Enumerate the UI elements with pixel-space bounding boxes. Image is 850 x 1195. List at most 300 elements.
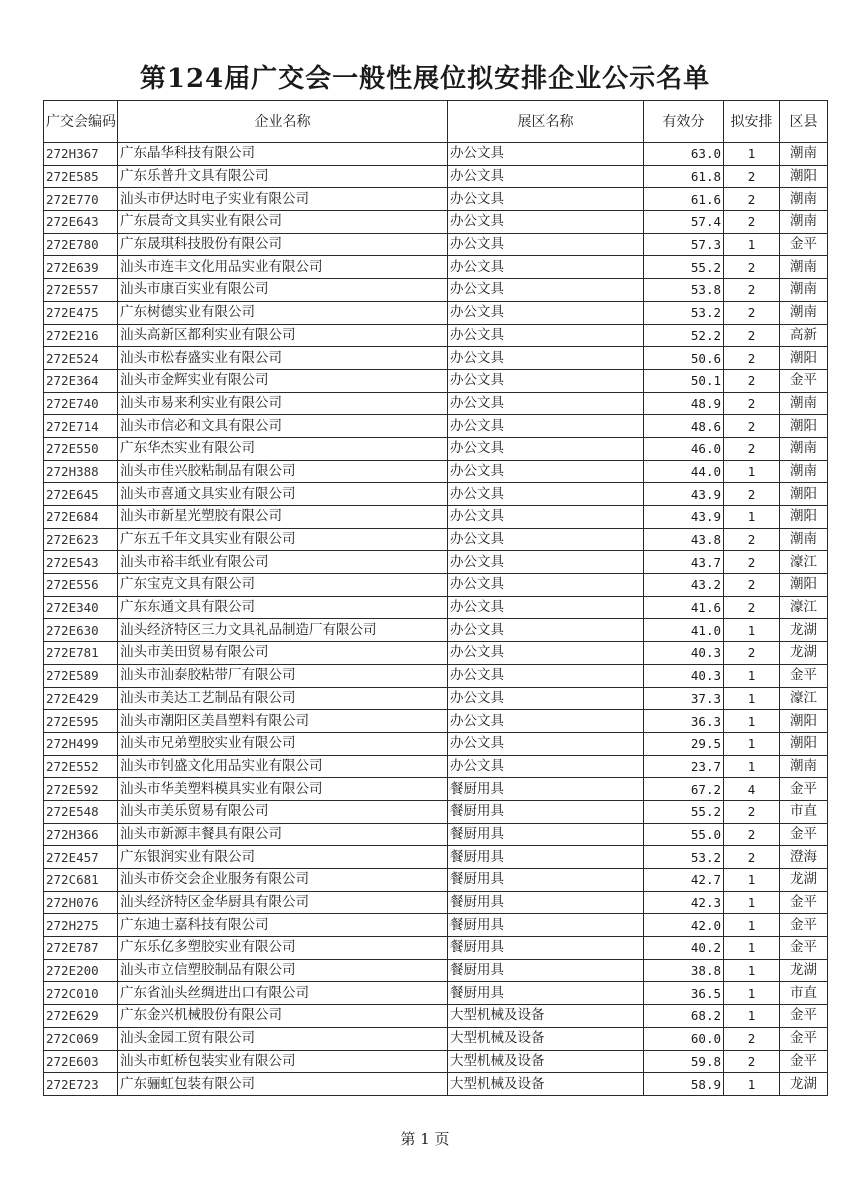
header-district: 区县 [780, 101, 828, 143]
cell-district: 龙湖 [780, 619, 828, 642]
table-row [44, 165, 828, 188]
page-title: 第124届广交会一般性展位拟安排企业公示名单 [139, 64, 711, 94]
cell-company: 广东华杰实业有限公司 [118, 437, 448, 460]
cell-district: 潮南 [780, 301, 828, 324]
cell-code: 272E552 [44, 755, 118, 778]
cell-company: 汕头市信必和文具有限公司 [118, 415, 448, 438]
cell-score: 58.9 [644, 1073, 724, 1096]
cell-company: 汕头市连丰文化用品实业有限公司 [118, 256, 448, 279]
cell-score: 55.2 [644, 800, 724, 823]
cell-company: 广东省汕头丝绸进出口有限公司 [118, 982, 448, 1005]
cell-district: 金平 [780, 664, 828, 687]
cell-planned: 1 [724, 506, 780, 529]
cell-code: 272E740 [44, 392, 118, 415]
table-row [44, 755, 828, 778]
cell-area: 餐厨用具 [448, 959, 644, 982]
table-row [44, 778, 828, 801]
cell-district: 濠江 [780, 551, 828, 574]
cell-company: 广东树德实业有限公司 [118, 301, 448, 324]
cell-district: 潮南 [780, 437, 828, 460]
cell-company: 汕头市钊盛文化用品实业有限公司 [118, 755, 448, 778]
cell-score: 36.3 [644, 710, 724, 733]
table-row [44, 914, 828, 937]
cell-planned: 2 [724, 483, 780, 506]
cell-score: 43.8 [644, 528, 724, 551]
cell-planned: 2 [724, 415, 780, 438]
cell-code: 272E200 [44, 959, 118, 982]
cell-area: 餐厨用具 [448, 823, 644, 846]
header-planned: 拟安排 [724, 101, 780, 143]
cell-area: 餐厨用具 [448, 982, 644, 1005]
cell-district: 金平 [780, 1005, 828, 1028]
cell-area: 办公文具 [448, 165, 644, 188]
cell-area: 办公文具 [448, 732, 644, 755]
cell-area: 办公文具 [448, 369, 644, 392]
cell-area: 办公文具 [448, 483, 644, 506]
cell-score: 52.2 [644, 324, 724, 347]
cell-area: 办公文具 [448, 437, 644, 460]
cell-score: 42.7 [644, 869, 724, 892]
cell-code: 272E550 [44, 437, 118, 460]
cell-code: 272E543 [44, 551, 118, 574]
cell-code: 272H366 [44, 823, 118, 846]
cell-district: 澄海 [780, 846, 828, 869]
table-row [44, 1050, 828, 1073]
cell-company: 汕头市兄弟塑胶实业有限公司 [118, 732, 448, 755]
cell-code: 272E457 [44, 846, 118, 869]
cell-code: 272E548 [44, 800, 118, 823]
header-code: 广交会编码 [44, 101, 118, 143]
cell-code: 272E595 [44, 710, 118, 733]
cell-area: 办公文具 [448, 528, 644, 551]
cell-district: 金平 [780, 891, 828, 914]
cell-company: 汕头市汕泰胶粘带厂有限公司 [118, 664, 448, 687]
cell-district: 龙湖 [780, 1073, 828, 1096]
cell-company: 广东晶华科技有限公司 [118, 143, 448, 166]
cell-score: 61.8 [644, 165, 724, 188]
cell-district: 金平 [780, 778, 828, 801]
cell-company: 汕头经济特区三力文具礼品制造厂有限公司 [118, 619, 448, 642]
cell-score: 53.2 [644, 846, 724, 869]
cell-company: 汕头高新区都利实业有限公司 [118, 324, 448, 347]
cell-code: 272E623 [44, 528, 118, 551]
cell-area: 办公文具 [448, 188, 644, 211]
cell-company: 汕头市华美塑料模具实业有限公司 [118, 778, 448, 801]
cell-company: 汕头市美达工艺制品有限公司 [118, 687, 448, 710]
cell-code: 272E589 [44, 664, 118, 687]
cell-area: 办公文具 [448, 233, 644, 256]
cell-planned: 1 [724, 732, 780, 755]
cell-planned: 1 [724, 937, 780, 960]
cell-district: 金平 [780, 1027, 828, 1050]
cell-score: 41.6 [644, 596, 724, 619]
cell-score: 42.0 [644, 914, 724, 937]
cell-planned: 1 [724, 891, 780, 914]
cell-score: 53.8 [644, 279, 724, 302]
cell-code: 272E364 [44, 369, 118, 392]
cell-score: 48.6 [644, 415, 724, 438]
cell-score: 55.0 [644, 823, 724, 846]
cell-district: 龙湖 [780, 642, 828, 665]
table-header-row [44, 101, 828, 143]
table-row [44, 415, 828, 438]
cell-company: 汕头市侨交会企业服务有限公司 [118, 869, 448, 892]
cell-planned: 2 [724, 551, 780, 574]
cell-score: 53.2 [644, 301, 724, 324]
table-row [44, 642, 828, 665]
cell-score: 57.4 [644, 211, 724, 234]
cell-area: 办公文具 [448, 755, 644, 778]
cell-score: 37.3 [644, 687, 724, 710]
cell-district: 潮阳 [780, 710, 828, 733]
header-company: 企业名称 [118, 101, 448, 143]
table-row [44, 392, 828, 415]
cell-area: 办公文具 [448, 279, 644, 302]
cell-score: 40.3 [644, 664, 724, 687]
table-row [44, 301, 828, 324]
table-row [44, 279, 828, 302]
cell-area: 办公文具 [448, 551, 644, 574]
cell-score: 43.2 [644, 574, 724, 597]
cell-district: 潮南 [780, 755, 828, 778]
cell-code: 272E216 [44, 324, 118, 347]
cell-district: 金平 [780, 937, 828, 960]
cell-code: 272H367 [44, 143, 118, 166]
table-row [44, 483, 828, 506]
cell-planned: 1 [724, 869, 780, 892]
cell-area: 餐厨用具 [448, 937, 644, 960]
cell-area: 办公文具 [448, 211, 644, 234]
cell-code: 272E429 [44, 687, 118, 710]
cell-code: 272E629 [44, 1005, 118, 1028]
cell-code: 272E524 [44, 347, 118, 370]
cell-code: 272E723 [44, 1073, 118, 1096]
cell-planned: 2 [724, 596, 780, 619]
table-row [44, 619, 828, 642]
cell-code: 272C010 [44, 982, 118, 1005]
cell-area: 大型机械及设备 [448, 1027, 644, 1050]
cell-area: 办公文具 [448, 687, 644, 710]
cell-company: 广东晟琪科技股份有限公司 [118, 233, 448, 256]
cell-company: 广东宝克文具有限公司 [118, 574, 448, 597]
cell-code: 272E643 [44, 211, 118, 234]
cell-company: 汕头市新星光塑胶有限公司 [118, 506, 448, 529]
cell-planned: 4 [724, 778, 780, 801]
cell-area: 办公文具 [448, 642, 644, 665]
table-row [44, 188, 828, 211]
cell-district: 潮南 [780, 188, 828, 211]
cell-company: 广东银润实业有限公司 [118, 846, 448, 869]
cell-district: 潮南 [780, 143, 828, 166]
table-row [44, 1005, 828, 1028]
cell-district: 市直 [780, 982, 828, 1005]
cell-district: 潮南 [780, 528, 828, 551]
cell-district: 金平 [780, 369, 828, 392]
cell-planned: 2 [724, 800, 780, 823]
table-row [44, 1073, 828, 1096]
cell-code: 272E770 [44, 188, 118, 211]
cell-code: 272E781 [44, 642, 118, 665]
cell-planned: 1 [724, 959, 780, 982]
table-row [44, 506, 828, 529]
cell-code: 272E592 [44, 778, 118, 801]
cell-planned: 1 [724, 982, 780, 1005]
cell-planned: 1 [724, 687, 780, 710]
cell-area: 办公文具 [448, 143, 644, 166]
table-row [44, 460, 828, 483]
cell-score: 41.0 [644, 619, 724, 642]
cell-area: 餐厨用具 [448, 846, 644, 869]
table-row [44, 687, 828, 710]
cell-district: 濠江 [780, 596, 828, 619]
cell-planned: 2 [724, 392, 780, 415]
cell-company: 汕头市虹桥包装实业有限公司 [118, 1050, 448, 1073]
cell-area: 办公文具 [448, 256, 644, 279]
table-row [44, 732, 828, 755]
cell-area: 办公文具 [448, 301, 644, 324]
cell-area: 办公文具 [448, 619, 644, 642]
cell-score: 48.9 [644, 392, 724, 415]
cell-code: 272E684 [44, 506, 118, 529]
cell-score: 40.2 [644, 937, 724, 960]
cell-company: 广东乐普升文具有限公司 [118, 165, 448, 188]
cell-code: 272C681 [44, 869, 118, 892]
cell-district: 潮阳 [780, 415, 828, 438]
cell-district: 潮阳 [780, 483, 828, 506]
table-row [44, 324, 828, 347]
cell-company: 汕头市美田贸易有限公司 [118, 642, 448, 665]
cell-district: 市直 [780, 800, 828, 823]
cell-company: 广东东通文具有限公司 [118, 596, 448, 619]
cell-district: 潮南 [780, 279, 828, 302]
cell-company: 汕头市松春盛实业有限公司 [118, 347, 448, 370]
cell-planned: 2 [724, 846, 780, 869]
cell-company: 汕头金园工贸有限公司 [118, 1027, 448, 1050]
cell-score: 40.3 [644, 642, 724, 665]
cell-score: 61.6 [644, 188, 724, 211]
cell-area: 办公文具 [448, 324, 644, 347]
table-row [44, 551, 828, 574]
cell-area: 办公文具 [448, 596, 644, 619]
cell-planned: 1 [724, 755, 780, 778]
cell-code: 272E780 [44, 233, 118, 256]
table-row [44, 800, 828, 823]
cell-planned: 2 [724, 642, 780, 665]
cell-code: 272E630 [44, 619, 118, 642]
cell-score: 36.5 [644, 982, 724, 1005]
cell-code: 272H275 [44, 914, 118, 937]
cell-code: 272E340 [44, 596, 118, 619]
cell-district: 潮南 [780, 256, 828, 279]
cell-district: 潮阳 [780, 347, 828, 370]
cell-district: 潮阳 [780, 732, 828, 755]
cell-company: 广东晨奇文具实业有限公司 [118, 211, 448, 234]
cell-code: 272H499 [44, 732, 118, 755]
table-row [44, 846, 828, 869]
cell-area: 大型机械及设备 [448, 1050, 644, 1073]
cell-planned: 2 [724, 165, 780, 188]
cell-planned: 2 [724, 369, 780, 392]
cell-code: 272E475 [44, 301, 118, 324]
cell-score: 50.6 [644, 347, 724, 370]
cell-planned: 2 [724, 437, 780, 460]
cell-area: 大型机械及设备 [448, 1005, 644, 1028]
cell-planned: 2 [724, 256, 780, 279]
cell-code: 272E557 [44, 279, 118, 302]
cell-company: 汕头市伊达时电子实业有限公司 [118, 188, 448, 211]
cell-district: 龙湖 [780, 869, 828, 892]
cell-area: 办公文具 [448, 506, 644, 529]
table-row [44, 211, 828, 234]
table-row [44, 143, 828, 166]
cell-district: 金平 [780, 1050, 828, 1073]
table-row [44, 937, 828, 960]
table-row [44, 891, 828, 914]
cell-company: 汕头市佳兴胶粘制品有限公司 [118, 460, 448, 483]
cell-code: 272E585 [44, 165, 118, 188]
cell-score: 67.2 [644, 778, 724, 801]
cell-planned: 1 [724, 710, 780, 733]
cell-company: 广东乐亿多塑胶实业有限公司 [118, 937, 448, 960]
cell-company: 广东迪士嘉科技有限公司 [118, 914, 448, 937]
table-row [44, 710, 828, 733]
cell-planned: 2 [724, 347, 780, 370]
cell-code: 272C069 [44, 1027, 118, 1050]
cell-district: 潮南 [780, 460, 828, 483]
cell-score: 59.8 [644, 1050, 724, 1073]
cell-area: 大型机械及设备 [448, 1073, 644, 1096]
cell-district: 高新 [780, 324, 828, 347]
table-row [44, 233, 828, 256]
cell-area: 办公文具 [448, 574, 644, 597]
cell-district: 金平 [780, 233, 828, 256]
cell-planned: 2 [724, 301, 780, 324]
cell-planned: 2 [724, 279, 780, 302]
exhibitor-table [43, 100, 828, 1096]
cell-score: 68.2 [644, 1005, 724, 1028]
table-row [44, 528, 828, 551]
cell-district: 潮南 [780, 211, 828, 234]
cell-area: 餐厨用具 [448, 891, 644, 914]
cell-area: 办公文具 [448, 415, 644, 438]
cell-area: 餐厨用具 [448, 800, 644, 823]
cell-area: 餐厨用具 [448, 778, 644, 801]
cell-district: 龙湖 [780, 959, 828, 982]
table-row [44, 959, 828, 982]
cell-score: 43.7 [644, 551, 724, 574]
cell-code: 272E714 [44, 415, 118, 438]
cell-company: 汕头市喜通文具实业有限公司 [118, 483, 448, 506]
cell-district: 金平 [780, 823, 828, 846]
cell-planned: 2 [724, 574, 780, 597]
cell-planned: 2 [724, 211, 780, 234]
cell-planned: 1 [724, 143, 780, 166]
cell-company: 汕头市金辉实业有限公司 [118, 369, 448, 392]
cell-company: 汕头经济特区金华厨具有限公司 [118, 891, 448, 914]
cell-score: 43.9 [644, 506, 724, 529]
page-number: 第 1 页 [400, 1130, 450, 1148]
cell-planned: 2 [724, 1027, 780, 1050]
cell-area: 餐厨用具 [448, 869, 644, 892]
cell-company: 汕头市新源丰餐具有限公司 [118, 823, 448, 846]
cell-score: 63.0 [644, 143, 724, 166]
table-row [44, 256, 828, 279]
table-row [44, 596, 828, 619]
cell-planned: 1 [724, 1073, 780, 1096]
cell-planned: 1 [724, 1005, 780, 1028]
cell-company: 汕头市康百实业有限公司 [118, 279, 448, 302]
cell-area: 办公文具 [448, 347, 644, 370]
cell-planned: 2 [724, 823, 780, 846]
cell-score: 38.8 [644, 959, 724, 982]
cell-score: 23.7 [644, 755, 724, 778]
cell-company: 汕头市易来利实业有限公司 [118, 392, 448, 415]
cell-score: 50.1 [644, 369, 724, 392]
cell-code: 272E556 [44, 574, 118, 597]
table-row [44, 437, 828, 460]
table-row [44, 574, 828, 597]
cell-district: 潮南 [780, 392, 828, 415]
table-row [44, 369, 828, 392]
table-row [44, 982, 828, 1005]
cell-score: 44.0 [644, 460, 724, 483]
cell-district: 濠江 [780, 687, 828, 710]
table-row [44, 869, 828, 892]
cell-area: 办公文具 [448, 710, 644, 733]
table-row [44, 823, 828, 846]
cell-company: 汕头市美乐贸易有限公司 [118, 800, 448, 823]
cell-code: 272E645 [44, 483, 118, 506]
cell-score: 46.0 [644, 437, 724, 460]
cell-planned: 2 [724, 1050, 780, 1073]
cell-district: 潮阳 [780, 506, 828, 529]
cell-score: 55.2 [644, 256, 724, 279]
cell-planned: 2 [724, 188, 780, 211]
cell-area: 办公文具 [448, 392, 644, 415]
cell-score: 60.0 [644, 1027, 724, 1050]
cell-code: 272E603 [44, 1050, 118, 1073]
cell-score: 43.9 [644, 483, 724, 506]
cell-code: 272H076 [44, 891, 118, 914]
cell-score: 29.5 [644, 732, 724, 755]
cell-score: 57.3 [644, 233, 724, 256]
cell-planned: 1 [724, 460, 780, 483]
cell-planned: 1 [724, 914, 780, 937]
cell-area: 办公文具 [448, 664, 644, 687]
cell-planned: 2 [724, 324, 780, 347]
cell-area: 餐厨用具 [448, 914, 644, 937]
cell-district: 金平 [780, 914, 828, 937]
cell-company: 广东金兴机械股份有限公司 [118, 1005, 448, 1028]
cell-district: 潮阳 [780, 574, 828, 597]
header-score: 有效分 [644, 101, 724, 143]
table-row [44, 1027, 828, 1050]
table-row [44, 347, 828, 370]
cell-planned: 1 [724, 664, 780, 687]
cell-area: 办公文具 [448, 460, 644, 483]
cell-planned: 1 [724, 233, 780, 256]
cell-code: 272E639 [44, 256, 118, 279]
cell-planned: 1 [724, 619, 780, 642]
header-area: 展区名称 [448, 101, 644, 143]
cell-company: 汕头市裕丰纸业有限公司 [118, 551, 448, 574]
cell-company: 广东骊虹包装有限公司 [118, 1073, 448, 1096]
table-row [44, 664, 828, 687]
cell-code: 272E787 [44, 937, 118, 960]
cell-score: 42.3 [644, 891, 724, 914]
cell-company: 广东五千年文具实业有限公司 [118, 528, 448, 551]
cell-company: 汕头市潮阳区美昌塑料有限公司 [118, 710, 448, 733]
